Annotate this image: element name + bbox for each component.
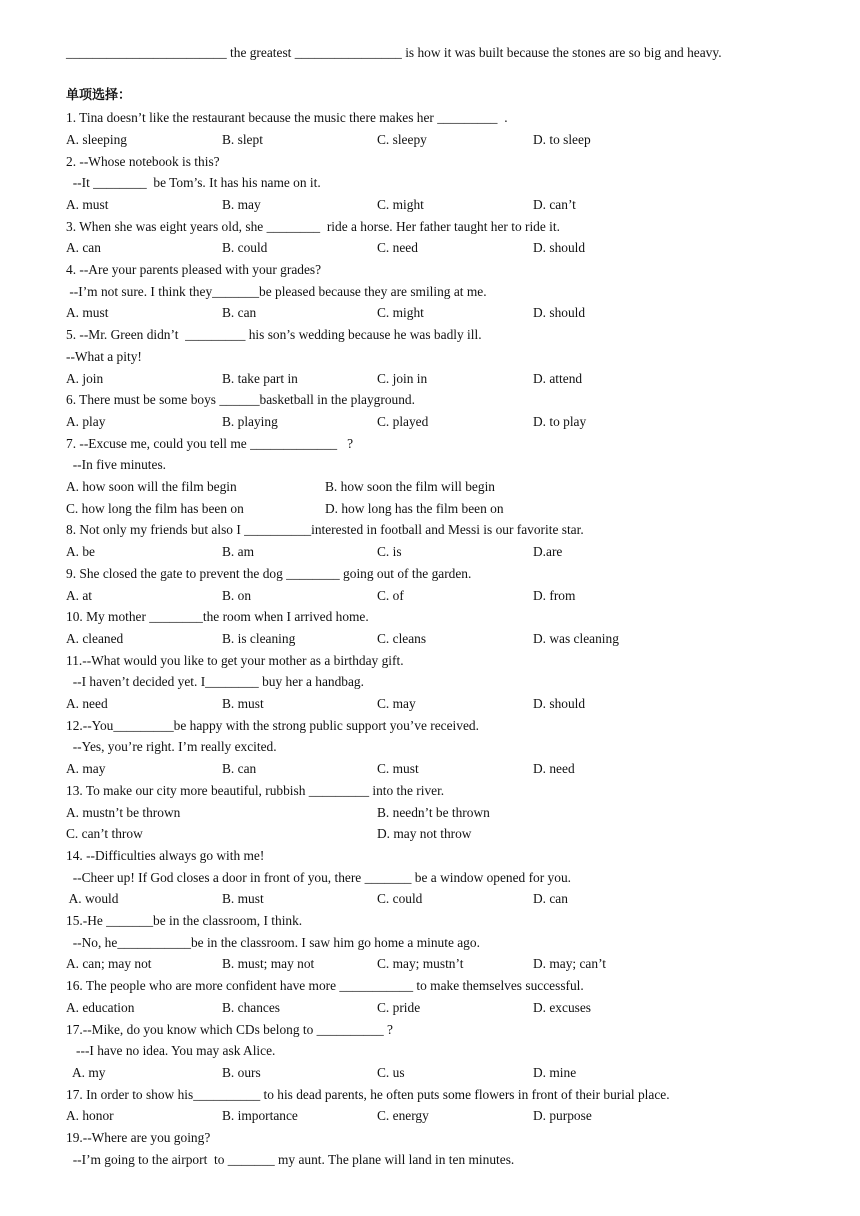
options-row bbox=[66, 413, 826, 431]
question-stem: 12.--You_________be happy with the strong public support you’ve received. bbox=[66, 717, 479, 733]
option-choice: D.are bbox=[533, 544, 563, 560]
question-stem: 17. In order to show his__________ to his dead parents, he often puts some flowers in front of their burial place. bbox=[66, 1086, 670, 1102]
question-dialogue-line: --I’m going to the airport to _______ my aunt. The plane will land in ten minutes. bbox=[66, 1151, 515, 1167]
question-dialogue-line: ---I have no idea. You may ask Alice. bbox=[66, 1043, 276, 1059]
option-choice: B. is cleaning bbox=[222, 630, 296, 646]
option-choice: D. should bbox=[533, 305, 586, 321]
question-dialogue-line: --It ________ be Tom’s. It has his name on it. bbox=[66, 175, 321, 191]
option-choice: D. mine bbox=[533, 1064, 577, 1080]
option-choice: C. sleepy bbox=[377, 131, 427, 147]
question-stem: 7. --Excuse me, could you tell me _____________ ? bbox=[66, 435, 354, 451]
option-choice: D. was cleaning bbox=[533, 630, 619, 646]
option-choice: B. playing bbox=[222, 413, 278, 429]
options-row bbox=[66, 804, 826, 822]
question-stem: 1. Tina doesn’t like the restaurant because the music there makes her _________ . bbox=[66, 110, 508, 126]
option-choice: B. can bbox=[222, 305, 257, 321]
option-choice: C. us bbox=[377, 1064, 405, 1080]
option-choice: C. may; mustn’t bbox=[377, 956, 464, 972]
options-row bbox=[66, 760, 826, 778]
option-choice: C. might bbox=[377, 305, 424, 321]
option-choice: B. am bbox=[222, 544, 254, 560]
question-stem: 6. There must be some boys ______basketball in the playground. bbox=[66, 392, 415, 408]
option-choice: B. on bbox=[222, 587, 252, 603]
option-choice: D. purpose bbox=[533, 1108, 592, 1124]
options-row bbox=[66, 955, 826, 973]
question-dialogue-line: --I haven’t decided yet. I________ buy her a handbag. bbox=[66, 674, 364, 690]
option-choice: A. mustn’t be thrown bbox=[66, 804, 181, 820]
option-choice: A. need bbox=[66, 696, 108, 711]
option-choice: A. at bbox=[66, 587, 93, 603]
options-row bbox=[66, 478, 826, 496]
question-dialogue-line: --No, he___________be in the classroom. I saw him go home a minute ago. bbox=[66, 934, 480, 950]
option-choice: B. can bbox=[222, 761, 257, 777]
option-choice: D. from bbox=[533, 587, 576, 603]
option-choice: D. may not throw bbox=[377, 826, 472, 842]
top-sentence-line: ________________________ the greatest ________________ is how it was built because the stones are so big and heavy. bbox=[66, 45, 722, 60]
option-choice: B. must bbox=[222, 891, 264, 907]
option-choice: C. could bbox=[377, 891, 423, 907]
question-stem: 11.--What would you like to get your mother as a birthday gift. bbox=[66, 652, 404, 668]
question-stem: 17.--Mike, do you know which CDs belong to __________ ? bbox=[66, 1021, 393, 1037]
option-choice: B. importance bbox=[222, 1108, 298, 1124]
option-choice: B. could bbox=[222, 240, 268, 256]
question-dialogue-line: --Yes, you’re right. I’m really excited. bbox=[66, 739, 277, 755]
option-choice: C. might bbox=[377, 196, 424, 212]
question-stem: 10. My mother ________the room when I arrived home. bbox=[66, 609, 369, 625]
option-choice: A. join bbox=[66, 370, 104, 386]
option-choice: B. ours bbox=[222, 1064, 261, 1080]
options-row bbox=[66, 131, 826, 149]
question-dialogue-line: --I’m not sure. I think they_______be pleased because they are smiling at me. bbox=[66, 283, 487, 299]
question-stem: 2. --Whose notebook is this? bbox=[66, 153, 220, 169]
option-choice: A. may bbox=[66, 761, 106, 777]
option-choice: B. slept bbox=[222, 131, 263, 147]
option-choice: A. sleeping bbox=[66, 131, 127, 147]
option-choice: C. played bbox=[377, 413, 429, 429]
option-choice: A. honor bbox=[66, 1108, 114, 1124]
option-choice: B. needn’t be thrown bbox=[377, 804, 490, 820]
section-title: 单项选择： bbox=[66, 88, 132, 104]
option-choice: A. must bbox=[66, 196, 109, 212]
option-choice: B. may bbox=[222, 196, 261, 212]
option-choice: C. of bbox=[377, 587, 404, 603]
question-dialogue-line: --What a pity! bbox=[66, 348, 142, 364]
option-choice: B. must bbox=[222, 696, 264, 711]
options-row bbox=[66, 543, 826, 561]
option-choice: D. how long has the film been on bbox=[325, 500, 504, 516]
options-row bbox=[66, 370, 826, 388]
question-stem: 13. To make our city more beautiful, rubbish _________ into the river. bbox=[66, 782, 445, 798]
option-choice: D. to play bbox=[533, 413, 587, 429]
options-row bbox=[66, 587, 826, 605]
option-choice: A. how soon will the film begin bbox=[66, 479, 237, 494]
option-choice: C. is bbox=[377, 544, 402, 560]
question-stem: 3. When she was eight years old, she ________ ride a horse. Her father taught her to ride it. bbox=[66, 218, 560, 234]
options-row bbox=[66, 825, 826, 843]
option-choice: A. my bbox=[66, 1064, 106, 1080]
option-choice: C. how long the film has been on bbox=[66, 500, 244, 516]
question-stem: 8. Not only my friends but also I __________interested in football and Messi is our favorite star. bbox=[66, 522, 584, 538]
option-choice: C. may bbox=[377, 696, 416, 711]
option-choice: D. attend bbox=[533, 370, 583, 386]
option-choice: A. can; may not bbox=[66, 956, 152, 972]
option-choice: C. can’t throw bbox=[66, 826, 143, 842]
option-choice: A. can bbox=[66, 240, 101, 256]
option-choice: C. pride bbox=[377, 999, 421, 1015]
option-choice: D. excuses bbox=[533, 999, 592, 1015]
option-choice: C. join in bbox=[377, 370, 428, 386]
option-choice: A. must bbox=[66, 305, 109, 321]
options-row bbox=[66, 890, 826, 908]
options-row bbox=[66, 999, 826, 1017]
options-row bbox=[66, 500, 826, 518]
option-choice: B. how soon the film will begin bbox=[325, 479, 495, 494]
option-choice: A. play bbox=[66, 413, 106, 429]
option-choice: D. can’t bbox=[533, 196, 576, 212]
options-row bbox=[66, 1064, 826, 1082]
question-stem: 15.-He _______be in the classroom, I think. bbox=[66, 913, 303, 928]
option-choice: D. should bbox=[533, 240, 586, 256]
options-row bbox=[66, 630, 826, 648]
question-dialogue-line: --Cheer up! If God closes a door in front of you, there _______ be a window opened for you. bbox=[66, 869, 571, 885]
question-stem: 9. She closed the gate to prevent the dog ________ going out of the garden. bbox=[66, 565, 472, 581]
option-choice: D. need bbox=[533, 761, 575, 777]
option-choice: B. chances bbox=[222, 999, 281, 1015]
options-row bbox=[66, 304, 826, 322]
question-stem: 5. --Mr. Green didn’t _________ his son’s wedding because he was badly ill. bbox=[66, 327, 482, 343]
option-choice: A. cleaned bbox=[66, 630, 124, 646]
option-choice: C. must bbox=[377, 761, 419, 777]
options-row bbox=[66, 1107, 826, 1125]
option-choice: B. take part in bbox=[222, 370, 298, 386]
options-row bbox=[66, 695, 826, 713]
option-choice: B. must; may not bbox=[222, 956, 315, 972]
options-row bbox=[66, 239, 826, 257]
option-choice: D. may; can’t bbox=[533, 956, 607, 972]
question-stem: 16. The people who are more confident have more ___________ to make themselves successful. bbox=[66, 978, 584, 994]
question-stem: 19.--Where are you going? bbox=[66, 1130, 211, 1145]
option-choice: C. energy bbox=[377, 1108, 429, 1124]
option-choice: D. to sleep bbox=[533, 131, 591, 147]
option-choice: A. be bbox=[66, 544, 96, 560]
options-row bbox=[66, 196, 826, 214]
option-choice: C. need bbox=[377, 240, 418, 256]
option-choice: A. education bbox=[66, 999, 135, 1015]
question-dialogue-line: --In five minutes. bbox=[66, 457, 167, 473]
question-stem: 4. --Are your parents pleased with your grades? bbox=[66, 262, 322, 277]
option-choice: A. would bbox=[66, 891, 119, 907]
option-choice: D. can bbox=[533, 891, 568, 907]
option-choice: C. cleans bbox=[377, 630, 427, 646]
option-choice: D. should bbox=[533, 696, 586, 711]
question-stem: 14. --Difficulties always go with me! bbox=[66, 847, 265, 863]
